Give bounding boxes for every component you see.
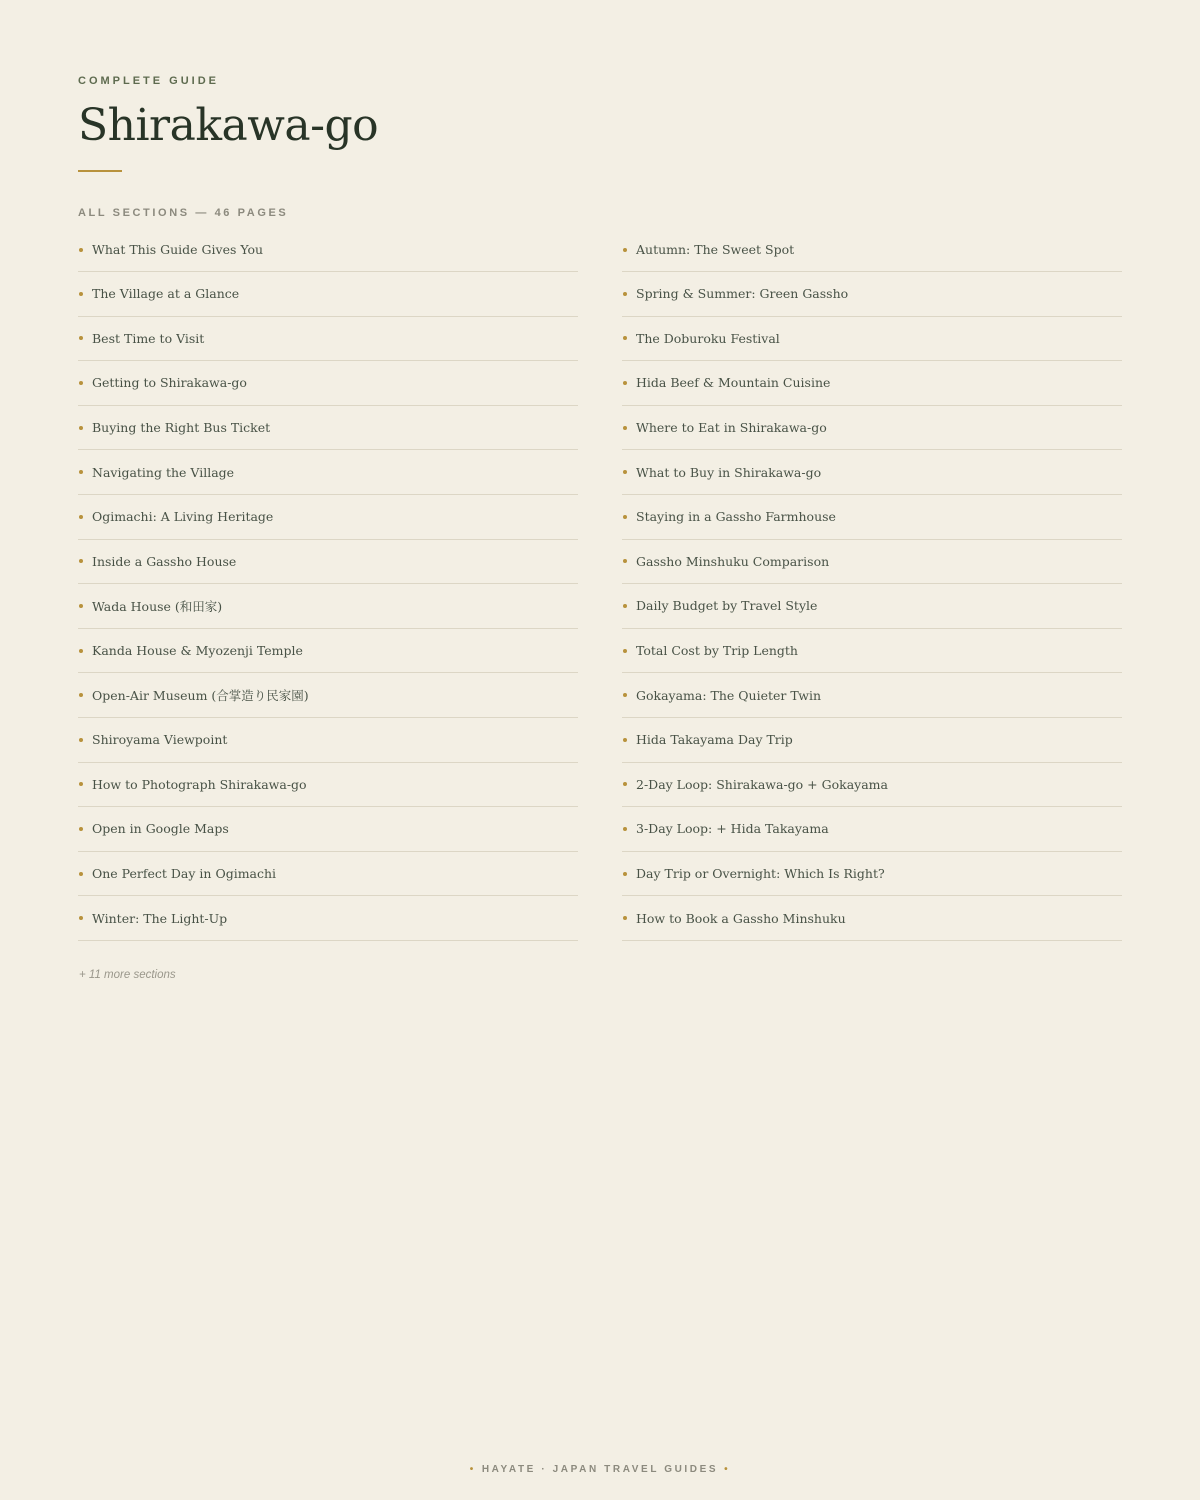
section-item[interactable]	[78, 361, 578, 406]
bullet-icon	[79, 649, 83, 653]
section-item[interactable]	[78, 584, 578, 629]
section-item-label: How to Book a Gassho Minshuku	[636, 910, 846, 926]
bullet-icon	[79, 381, 83, 385]
bullet-icon	[79, 470, 83, 474]
section-item[interactable]	[78, 495, 578, 540]
footer-bullet-left: •	[469, 1464, 476, 1475]
section-item-label: Buying the Right Bus Ticket	[92, 420, 271, 436]
section-item[interactable]	[78, 540, 578, 585]
section-item-label: Autumn: The Sweet Spot	[636, 242, 795, 257]
section-item-label: What This Guide Gives You	[92, 242, 264, 257]
section-item[interactable]	[622, 629, 1122, 674]
bullet-icon	[623, 248, 627, 252]
section-item-label: Open in Google Maps	[92, 821, 229, 837]
guide-eyebrow: COMPLETE GUIDE	[78, 75, 220, 87]
section-item[interactable]	[78, 852, 578, 897]
bullet-icon	[79, 426, 83, 430]
section-item-label: Hida Beef & Mountain Cuisine	[636, 375, 831, 391]
section-item[interactable]	[622, 495, 1122, 540]
section-item-label: One Perfect Day in Ogimachi	[92, 866, 277, 882]
footer	[0, 1464, 1200, 1475]
section-item-label: Best Time to Visit	[92, 330, 205, 346]
section-item-label: Ogimachi: A Living Heritage	[92, 509, 274, 525]
bullet-icon	[623, 381, 627, 385]
section-item-label: 2-Day Loop: Shirakawa-go + Gokayama	[636, 776, 888, 792]
bullet-icon	[623, 426, 627, 430]
bullet-icon	[623, 738, 627, 742]
bullet-icon	[79, 559, 83, 563]
bullet-icon	[79, 292, 83, 296]
section-item[interactable]	[622, 673, 1122, 718]
section-item[interactable]	[622, 584, 1122, 629]
bullet-icon	[623, 827, 627, 831]
sections-list	[78, 228, 1122, 943]
more-sections-note: + 11 more sections	[79, 969, 176, 981]
section-item-label: The Village at a Glance	[92, 286, 240, 302]
section-item[interactable]	[78, 673, 578, 718]
section-item[interactable]	[622, 852, 1122, 897]
section-item[interactable]	[78, 450, 578, 495]
bullet-icon	[79, 604, 83, 608]
bullet-icon	[623, 693, 627, 697]
section-item[interactable]	[78, 763, 578, 808]
bullet-icon	[79, 738, 83, 742]
bullet-icon	[623, 604, 627, 608]
footer-text: HAYATE · JAPAN TRAVEL GUIDES	[481, 1464, 719, 1475]
sections-count-label: ALL SECTIONS — 46 PAGES	[78, 207, 289, 219]
section-item-label: Gassho Minshuku Comparison	[636, 553, 830, 569]
section-item-label: Spring & Summer: Green Gassho	[636, 286, 849, 302]
section-item[interactable]	[78, 718, 578, 763]
sections-column-right	[622, 228, 1122, 941]
bullet-icon	[623, 515, 627, 519]
section-item-label: Total Cost by Trip Length	[636, 643, 798, 659]
section-item-label: How to Photograph Shirakawa-go	[92, 776, 307, 792]
bullet-icon	[79, 336, 83, 340]
section-item[interactable]	[622, 406, 1122, 451]
section-item-label: Wada House (和田家)	[92, 598, 223, 614]
section-item-label: 3-Day Loop: + Hida Takayama	[636, 821, 829, 837]
section-item-label: Day Trip or Overnight: Which Is Right?	[636, 866, 885, 882]
section-item-label: Staying in a Gassho Farmhouse	[636, 509, 836, 525]
section-item-label: Where to Eat in Shirakawa-go	[636, 420, 827, 436]
bullet-icon	[623, 782, 627, 786]
bullet-icon	[79, 248, 83, 252]
section-item[interactable]	[78, 896, 578, 941]
bullet-icon	[623, 872, 627, 876]
section-item[interactable]	[622, 450, 1122, 495]
bullet-icon	[623, 336, 627, 340]
bullet-icon	[623, 470, 627, 474]
bullet-icon	[623, 292, 627, 296]
section-item-label: Getting to Shirakawa-go	[92, 375, 247, 391]
section-item-label: Kanda House & Myozenji Temple	[92, 643, 303, 659]
footer-bullet-right: •	[724, 1464, 731, 1475]
bullet-icon	[79, 782, 83, 786]
bullet-icon	[623, 559, 627, 563]
sections-column-left	[78, 228, 578, 941]
section-item[interactable]	[78, 807, 578, 852]
section-item-label: Navigating the Village	[92, 464, 235, 480]
section-item[interactable]	[622, 807, 1122, 852]
section-item-label: The Doburoku Festival	[636, 330, 780, 346]
section-item-label: Hida Takayama Day Trip	[636, 732, 793, 748]
title-underline	[78, 170, 122, 172]
section-item-label: Winter: The Light-Up	[92, 910, 228, 926]
section-item[interactable]	[622, 896, 1122, 941]
section-item[interactable]	[78, 228, 578, 272]
bullet-icon	[79, 827, 83, 831]
page-title: Shirakawa-go	[78, 100, 379, 151]
section-item[interactable]	[622, 763, 1122, 808]
section-item-label: Gokayama: The Quieter Twin	[636, 687, 822, 703]
section-item-label: Open-Air Museum (合掌造り民家園)	[92, 688, 309, 704]
section-item-label: What to Buy in Shirakawa-go	[636, 464, 822, 480]
section-item[interactable]	[78, 629, 578, 674]
section-item[interactable]	[622, 361, 1122, 406]
section-item[interactable]	[622, 718, 1122, 763]
section-item[interactable]	[622, 540, 1122, 585]
bullet-icon	[79, 693, 83, 697]
section-item[interactable]	[78, 406, 578, 451]
bullet-icon	[79, 872, 83, 876]
section-item-label: Inside a Gassho House	[92, 553, 237, 569]
section-item[interactable]	[622, 317, 1122, 362]
bullet-icon	[623, 649, 627, 653]
section-item[interactable]	[622, 272, 1122, 317]
section-item[interactable]	[78, 272, 578, 317]
section-item[interactable]	[78, 317, 578, 362]
section-item-label: Daily Budget by Travel Style	[636, 598, 818, 614]
bullet-icon	[79, 515, 83, 519]
section-item-label: Shiroyama Viewpoint	[92, 732, 228, 748]
bullet-icon	[623, 916, 627, 920]
bullet-icon	[79, 916, 83, 920]
section-item[interactable]	[622, 228, 1122, 272]
